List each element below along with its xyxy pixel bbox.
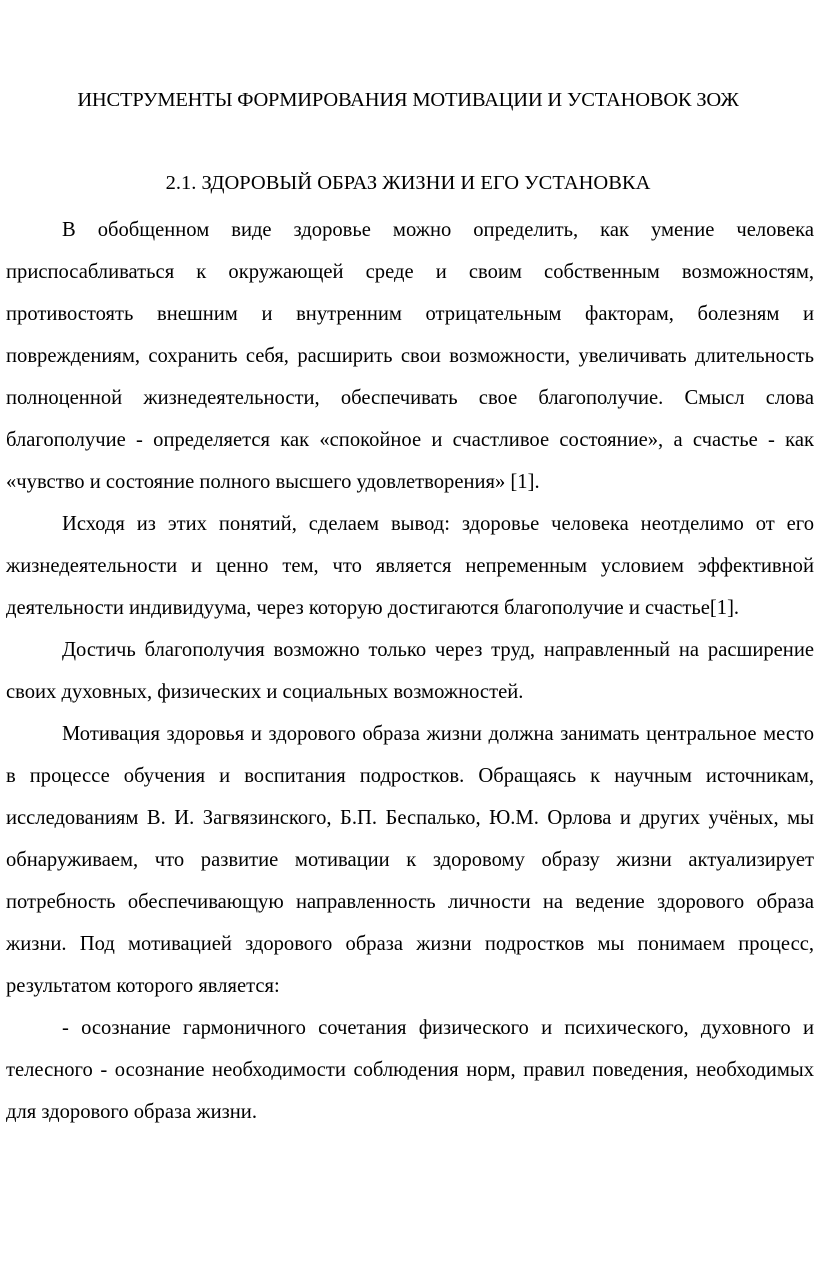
paragraph-3: Достичь благополучия возможно только через труд, направленный на расширение своих духовных, физических и социальных возможностей. [6,639,814,703]
document-title: ИНСТРУМЕНТЫ ФОРМИРОВАНИЯ МОТИВАЦИИ И УСТАНОВОК ЗОЖ [77,89,739,111]
paragraph-1: В обобщенном виде здоровье можно определить, как умение человека приспосабливаться к окружающей среде и своим собственным возможностям, противостоять внешним и внутренним отрицательным факторам, болезням и повреждениям, сохранить себя, расширить свои возможности, увеличивать длительность полноценной жизнедеятельности, обеспечивать свое благополучие. Смысл слова благополучие - определяется как «спокойное и счастливое состояние», а счастье - как «чувство и состояние полного высшего удовлетворения» [1]. [6,219,814,493]
paragraph-5: - осознание гармоничного сочетания физического и психического, духовного и телесного - осознание необходимости соблюдения норм, правил поведения, необходимых для здорового образа жизни. [6,1017,814,1123]
section-heading: 2.1. ЗДОРОВЫЙ ОБРАЗ ЖИЗНИ И ЕГО УСТАНОВКА [165,172,651,194]
paragraph-4: Мотивация здоровья и здорового образа жизни должна занимать центральное место в процессе обучения и воспитания подростков. Обращаясь к научным источникам, исследованиям В. И. Загвязинского, Б.П. Беспалько, Ю.М. Орлова и других учёных, мы обнаруживаем, что развитие мотивации к здоровому образу жизни актуализирует потребность обеспечивающую направленность личности на ведение здорового образа жизни. Под мотивацией здорового образа жизни подростков мы понимаем процесс, результатом которого является: [6,723,814,997]
paragraph-2: Исходя из этих понятий, сделаем вывод: здоровье человека неотделимо от его жизнедеятельности и ценно тем, что является непременным условием эффективной деятельности индивидуума, через которую достигаются благополучие и счастье[1]. [6,513,814,619]
document-body [6,209,814,1133]
